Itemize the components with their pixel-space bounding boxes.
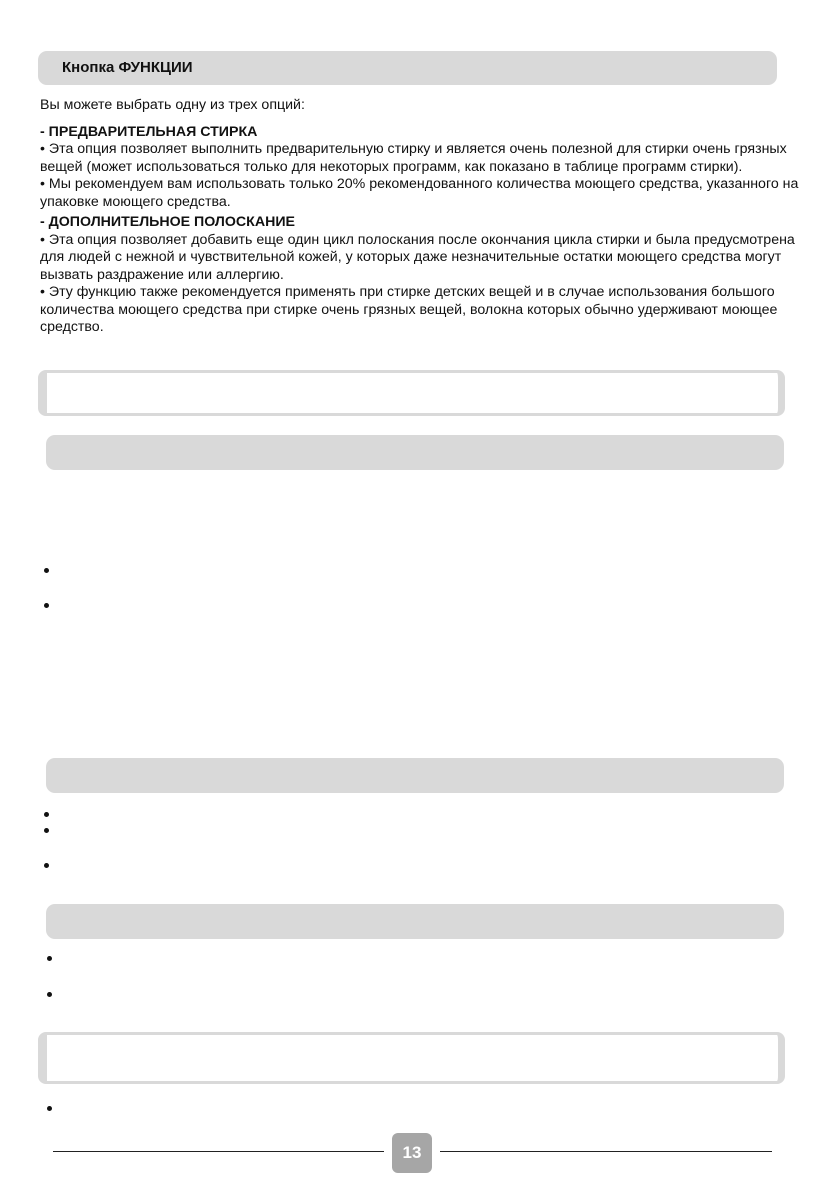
extra-rinse-paragraph-2: • Эту функцию также рекомендуется применять при стирке детских вещей и в случае использования большого количества моющего средства при стирке очень грязных вещей, волокна которых обычно удерживают моющее средство. <box>40 284 778 335</box>
bullet-marker <box>47 956 52 961</box>
section-header-bar-4 <box>46 904 784 939</box>
prewash-paragraph-2: • Мы рекомендуем вам использовать только 20% рекомендованного количества моющего средства, указанного на упаковке моющего средства. <box>40 176 799 210</box>
section-header-bar-2 <box>46 435 784 470</box>
note-frame-2 <box>38 1032 785 1084</box>
page-number: 13 <box>392 1133 432 1173</box>
bullet-marker <box>44 863 49 868</box>
bullet-marker <box>44 812 49 817</box>
prewash-heading: - ПРЕДВАРИТЕЛЬНАЯ СТИРКА <box>40 123 258 140</box>
note-frame <box>38 370 785 416</box>
bullet-marker <box>44 828 49 833</box>
section-title: Кнопка ФУНКЦИИ <box>62 59 193 76</box>
intro-text: Вы можете выбрать одну из трех опций: <box>40 97 305 113</box>
section-body <box>40 97 805 337</box>
footer-rule-left <box>53 1151 384 1152</box>
bullet-marker <box>44 603 49 608</box>
section-header-bar-3 <box>46 758 784 793</box>
bullet-marker <box>47 1106 52 1111</box>
footer-rule-right <box>440 1151 772 1152</box>
extra-rinse-heading: - ДОПОЛНИТЕЛЬНОЕ ПОЛОСКАНИЕ <box>40 214 295 230</box>
extra-rinse-paragraph-1: • Эта опция позволяет добавить еще один цикл полоскания после окончания цикла стирки и была предусмотрена для людей с нежной и чувствительной кожей, у которых даже незначительные остатки моющего средства могут вызвать раздражение или аллергию. <box>40 231 795 283</box>
bullet-marker <box>47 992 52 997</box>
section-header-bar <box>38 51 777 85</box>
bullet-marker <box>44 568 49 573</box>
prewash-paragraph-1: • Эта опция позволяет выполнить предварительную стирку и является очень полезной для стирки очень грязных вещей (может использоваться только для некоторых программ, как показано в таблице программ стирки). <box>40 141 787 175</box>
